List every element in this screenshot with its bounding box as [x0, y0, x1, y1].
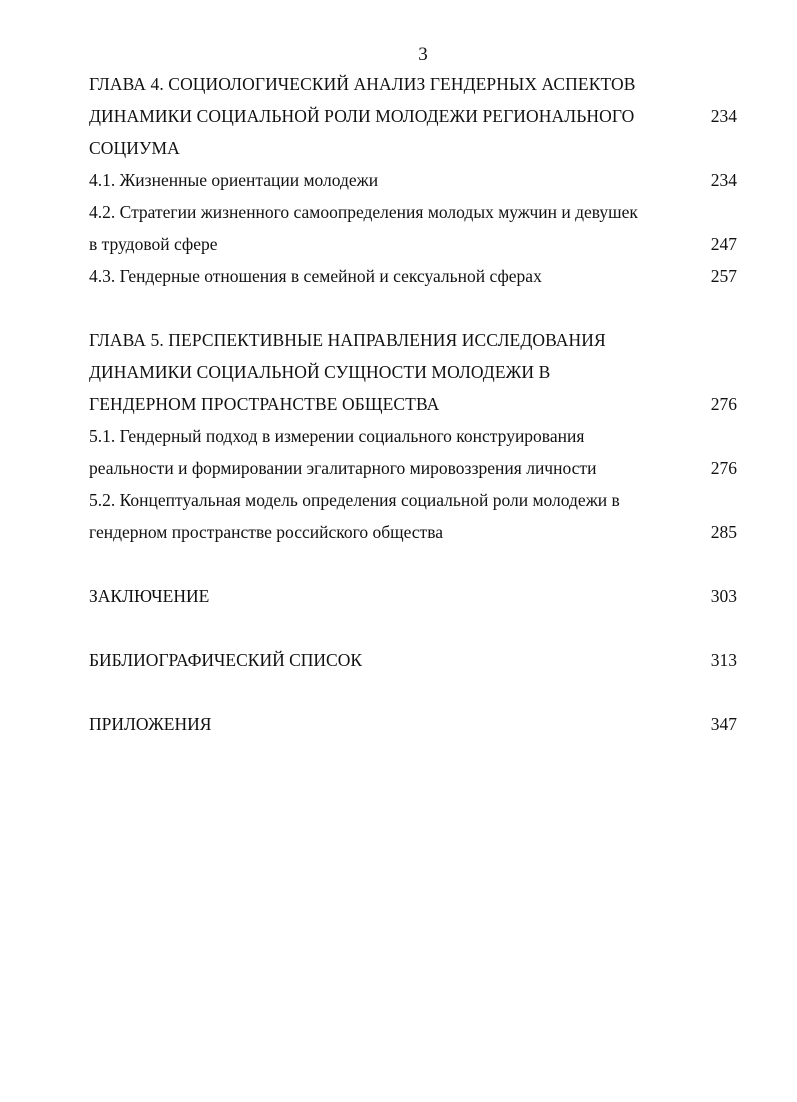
toc-entry-4-3-page: 257 — [710, 266, 737, 286]
chapter-4-page: 234 — [710, 106, 737, 126]
chapter-5-title-line-2: ДИНАМИКИ СОЦИАЛЬНОЙ СУЩНОСТИ МОЛОДЕЖИ В — [89, 362, 551, 382]
toc-entry-5-1-line-2: реальности и формировании эгалитарного мировоззрения личности 276 — [89, 452, 737, 484]
toc-entry-conclusion-page: 303 — [710, 586, 737, 606]
chapter-4-title-line-2: ДИНАМИКИ СОЦИАЛЬНОЙ РОЛИ МОЛОДЕЖИ РЕГИОНАЛЬНОГО 234 — [89, 100, 737, 132]
toc-entry-5-2-page: 285 — [710, 522, 737, 542]
toc-entry-conclusion: ЗАКЛЮЧЕНИЕ 303 — [89, 580, 737, 612]
toc-entry-4-1: 4.1. Жизненные ориентации молодежи 234 — [89, 164, 737, 196]
chapter-4-title-line-3: СОЦИУМА — [89, 138, 180, 158]
chapter-5-page: 276 — [710, 394, 737, 414]
table-of-contents — [89, 68, 737, 740]
toc-entry-appendices-page: 347 — [710, 714, 737, 734]
chapter-5-title-line-1: ГЛАВА 5. ПЕРСПЕКТИВНЫЕ НАПРАВЛЕНИЯ ИССЛЕДОВАНИЯ — [89, 330, 606, 350]
page-number: 3 — [418, 44, 428, 65]
toc-entry-4-2-page: 247 — [710, 234, 737, 254]
toc-entry-5-1-line-1: 5.1. Гендерный подход в измерении социального конструирования — [89, 426, 585, 446]
toc-entry-bibliography: БИБЛИОГРАФИЧЕСКИЙ СПИСОК 313 — [89, 644, 737, 676]
toc-entry-4-2-line-1: 4.2. Стратегии жизненного самоопределения молодых мужчин и девушек — [89, 202, 638, 222]
toc-entry-4-2-line-2: в трудовой сфере 247 — [89, 228, 737, 260]
toc-entry-bibliography-page: 313 — [710, 650, 737, 670]
toc-entry-4-3: 4.3. Гендерные отношения в семейной и сексуальной сферах 257 — [89, 260, 737, 292]
toc-entry-appendices: ПРИЛОЖЕНИЯ 347 — [89, 708, 737, 740]
toc-entry-5-1-page: 276 — [710, 458, 737, 478]
chapter-4-title-line-1: ГЛАВА 4. СОЦИОЛОГИЧЕСКИЙ АНАЛИЗ ГЕНДЕРНЫХ АСПЕКТОВ — [89, 74, 636, 94]
toc-entry-4-1-page: 234 — [710, 170, 737, 190]
toc-entry-5-2-line-1: 5.2. Концептуальная модель определения социальной роли молодежи в — [89, 490, 620, 510]
toc-entry-5-2-line-2: гендерном пространстве российского общества 285 — [89, 516, 737, 548]
chapter-5-title-line-3: ГЕНДЕРНОМ ПРОСТРАНСТВЕ ОБЩЕСТВА 276 — [89, 388, 737, 420]
